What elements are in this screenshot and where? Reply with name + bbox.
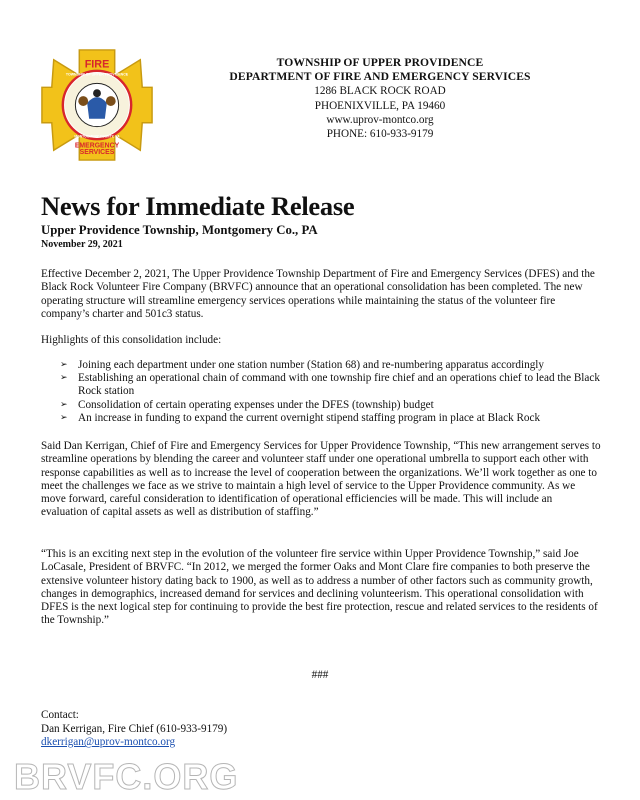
letterhead-address-line1: 1286 BLACK ROCK ROAD xyxy=(314,85,446,98)
subheadline: Upper Providence Township, Montgomery Co., PA xyxy=(41,223,318,237)
contact-email-link[interactable]: dkerrigan@uprov-montco.org xyxy=(41,736,176,749)
list-item: ➢ Joining each department under one station number (Station 68) and re-numbering apparatus accordingly xyxy=(60,359,545,371)
arrow-bullet-icon: ➢ xyxy=(60,360,68,370)
logo-ring-text: TOWNSHIP OF UPPER PROVIDENCE xyxy=(65,72,129,77)
letterhead-address-line2: PHOENIXVILLE, PA 19460 xyxy=(314,99,446,112)
letterhead-phone: PHONE: 610-933-9179 xyxy=(326,128,434,141)
arrow-bullet-icon: ➢ xyxy=(60,412,68,423)
letterhead-department: DEPARTMENT OF FIRE AND EMERGENCY SERVICES xyxy=(229,70,531,84)
highlights-intro: Highlights of this consolidation include: xyxy=(41,334,222,346)
paragraph-intro: Effective December 2, 2021, The Upper Providence Township Department of Fire and Emergency Services (DFES) and the Black Rock Volunteer Fire Company (BRVFC) announce that an operational consolidation has been completed. The new operating structure will streamline emergency services operations while maintaining the status of the volunteer fire company’s charter and 501c3 status. xyxy=(41,268,595,320)
paragraph-chief-quote: Said Dan Kerrigan, Chief of Fire and Emergency Services for Upper Providence Township, “This new arrangement serves to streamline operations by blending the career and volunteer staff under one operational umbrella to support each other with response capabilities as well as to increase the level of cooperation between the organizations. We’ll work together as one to meet the challenges we face as we strive to maintain a high level of service to the Upper Providence community. As we move forward, careful consideration to identification of operational efficiencies will be made. This will include an evaluation of capital assets as well as distribution of staffing.” xyxy=(41,440,601,519)
end-marks: ### xyxy=(311,669,329,681)
release-date: November 29, 2021 xyxy=(41,239,123,250)
paragraph-president-quote: “This is an exciting next step in the evolution of the volunteer fire service within Upper Providence Township,” said Joe LoCasale, President of BRVFC. “In 2012, we merged the former Oaks and Mont Clare fire companies to both preserve the extensive volunteer history dating back to 1900, as well as to address a number of other factors such as community growth, changes in demographics, increased demand for services and declining volunteerism. This operational consolidation with DFES is the next logical step for continuing to provide the best fire protection, rescue and related services to the residents of the Township.” xyxy=(41,548,598,627)
logo-emergency-text: EMERGENCY xyxy=(74,142,120,150)
contact-block xyxy=(41,709,227,750)
logo-ring-bottom-text: MONTGOMERY COUNTY, PA xyxy=(74,134,120,139)
list-item: ➢ Establishing an operational chain of command with one township fire chief and an operations chief to lead the Black Rock station xyxy=(60,372,600,398)
list-item: ➢ An increase in funding to expand the current overnight stipend staffing program in place at Black Rock xyxy=(60,411,541,424)
letterhead xyxy=(180,56,580,141)
headline: News for Immediate Release xyxy=(41,191,355,221)
watermark: BRVFC.ORG xyxy=(14,756,239,797)
arrow-bullet-icon: ➢ xyxy=(60,399,68,410)
contact-label: Contact: xyxy=(41,709,79,721)
logo-services-text: SERVICES xyxy=(79,149,115,157)
contact-name: Dan Kerrigan, Fire Chief (610-933-9179) xyxy=(41,722,228,735)
list-item: ➢ Consolidation of certain operating expenses under the DFES (township) budget xyxy=(60,398,434,411)
letterhead-website: www.uprov-montco.org xyxy=(326,113,434,126)
highlights-list xyxy=(41,359,601,425)
letterhead-township: TOWNSHIP OF UPPER PROVIDENCE xyxy=(276,56,484,69)
logo-fire-text: FIRE xyxy=(84,58,110,71)
fire-department-logo xyxy=(38,46,156,164)
arrow-bullet-icon: ➢ xyxy=(60,373,68,384)
